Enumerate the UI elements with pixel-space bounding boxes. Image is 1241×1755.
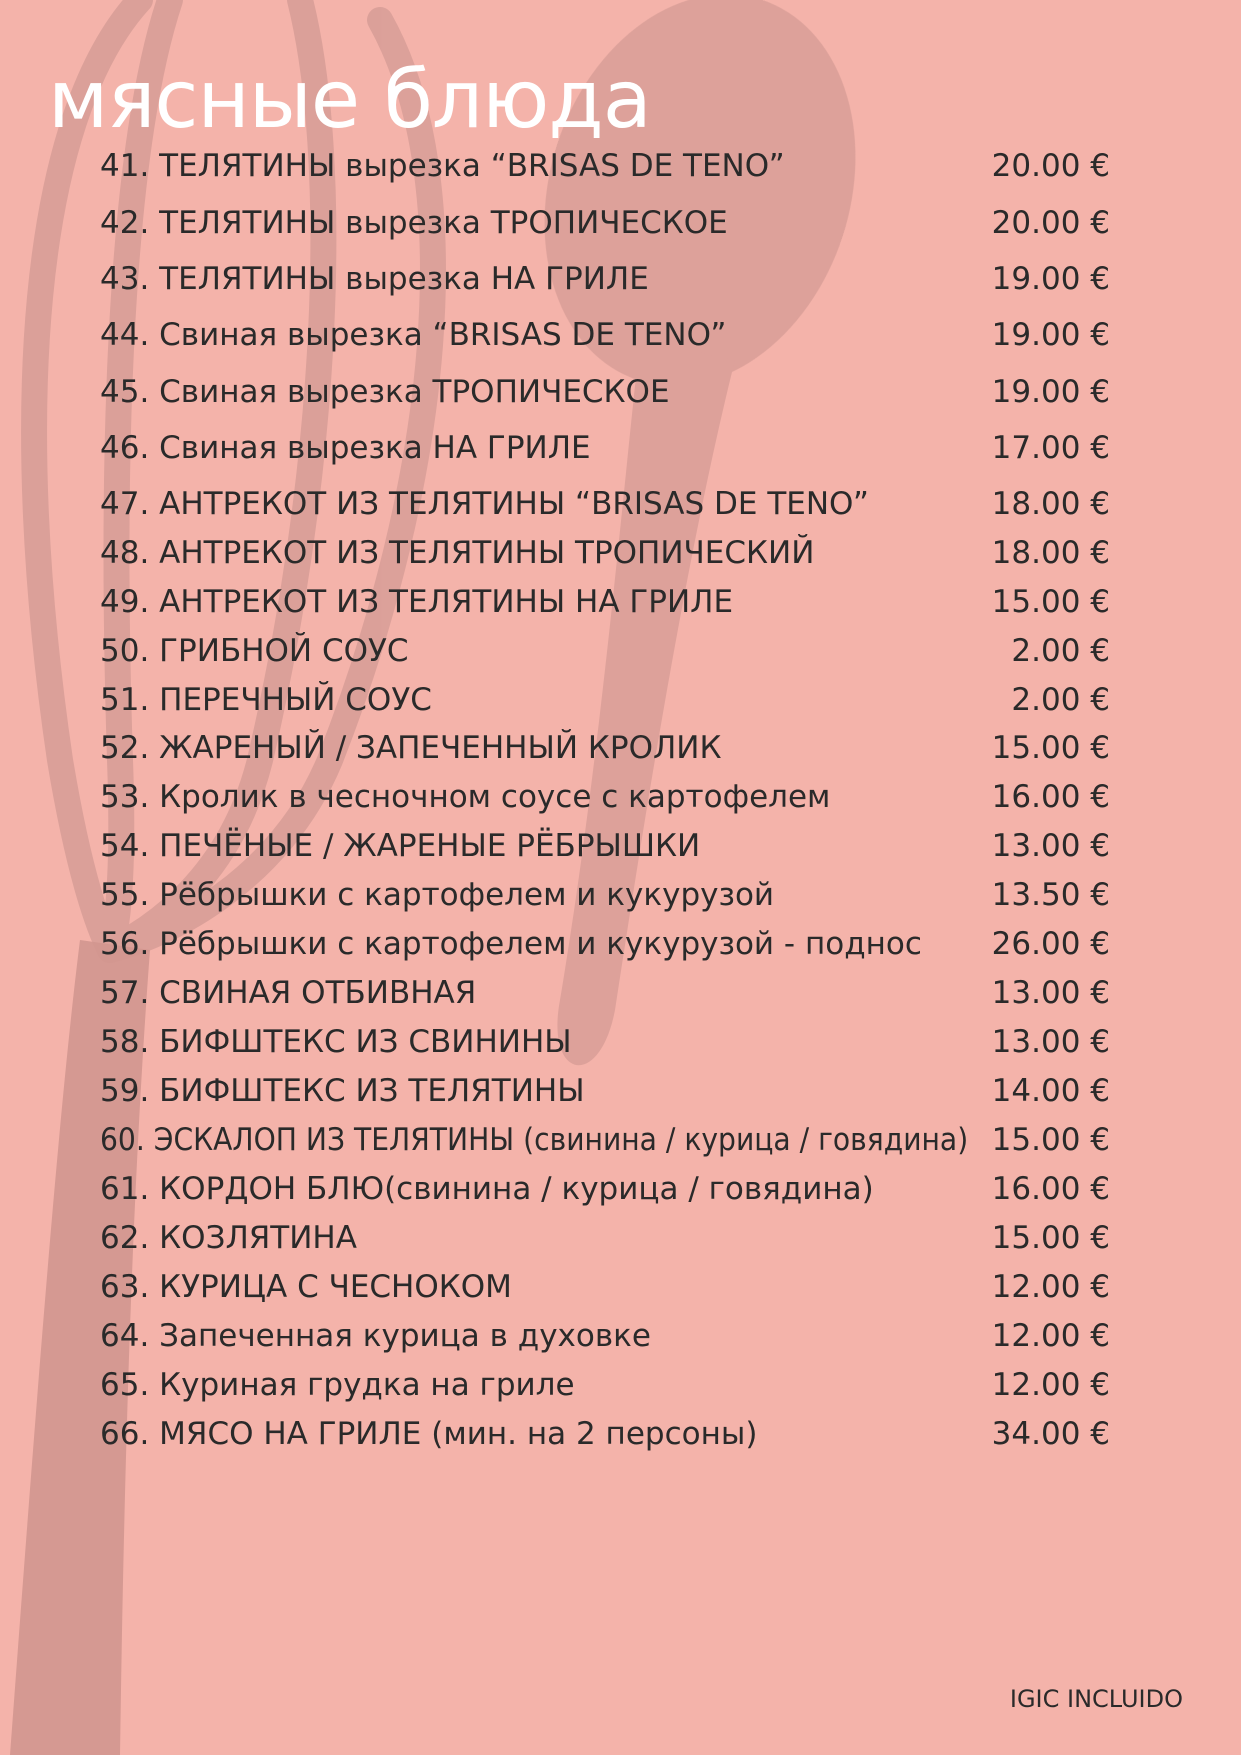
menu-item-name: 50. ГРИБНОЙ СОУС: [100, 633, 409, 669]
menu-item-name: 42. ТЕЛЯТИНЫ вырезка ТРОПИЧЕСКОЕ: [100, 205, 728, 241]
menu-item: [100, 676, 1110, 724]
menu-item-price: 12.00 €: [991, 1318, 1110, 1354]
menu-item-name: 56. Рёбрышки с картофелем и кукурузой - поднос: [100, 926, 922, 962]
menu-item-name: 57. СВИНАЯ ОТБИВНАЯ: [100, 975, 477, 1011]
menu-item: [100, 1067, 1110, 1115]
menu-item-name: 51. ПЕРЕЧНЫЙ СОУС: [100, 682, 432, 718]
page-title: мясные блюда: [48, 53, 651, 146]
menu-item-name: 45. Свиная вырезка ТРОПИЧЕСКОЕ: [100, 374, 670, 410]
menu-item-name: 52. ЖАРЕНЫЙ / ЗАПЕЧЕННЫЙ КРОЛИК: [100, 730, 722, 766]
menu-item-name: 62. КОЗЛЯТИНА: [100, 1220, 357, 1256]
menu-item-price: 16.00 €: [991, 1171, 1110, 1207]
menu-item-price: 17.00 €: [991, 430, 1110, 466]
menu-item-price: 14.00 €: [991, 1073, 1110, 1109]
menu-item: [100, 1263, 1110, 1311]
menu-item-name: 54. ПЕЧЁНЫЕ / ЖАРЕНЫЕ РЁБРЫШКИ: [100, 828, 701, 864]
menu-item-name: 66. МЯСО НА ГРИЛЕ (мин. на 2 персоны): [100, 1416, 758, 1452]
menu-item-price: 2.00 €: [1011, 633, 1110, 669]
menu-item: [100, 822, 1110, 870]
tax-note: IGIC INCLUIDO: [1009, 1685, 1183, 1713]
menu-item-name: 49. АНТРЕКОТ ИЗ ТЕЛЯТИНЫ НА ГРИЛЕ: [100, 584, 734, 620]
menu-item: [100, 1165, 1110, 1213]
menu-item: [100, 1312, 1110, 1360]
menu-item-price: 15.00 €: [991, 730, 1110, 766]
menu-item-price: 13.00 €: [991, 828, 1110, 864]
menu-item-price: 19.00 €: [991, 317, 1110, 353]
menu-item: [100, 199, 1110, 247]
menu-item-price: 19.00 €: [991, 374, 1110, 410]
menu-item: [100, 424, 1110, 472]
menu-item-name: 64. Запеченная курица в духовке: [100, 1318, 651, 1354]
menu-item: [100, 920, 1110, 968]
menu-item: [100, 1361, 1110, 1409]
menu-item-name: 65. Куриная грудка на гриле: [100, 1367, 575, 1403]
menu-item-name: 55. Рёбрышки с картофелем и кукурузой: [100, 877, 775, 913]
menu-item: [100, 1116, 1110, 1164]
menu-item: [100, 1214, 1110, 1262]
menu-item-price: 15.00 €: [991, 1122, 1110, 1158]
menu-item-name: 60. ЭСКАЛОП ИЗ ТЕЛЯТИНЫ (свинина / курица / говядина): [100, 1122, 969, 1158]
menu-item-price: 16.00 €: [991, 779, 1110, 815]
menu-item: [100, 627, 1110, 675]
menu-item: [100, 724, 1110, 772]
menu-item-price: 12.00 €: [991, 1269, 1110, 1305]
menu-item-price: 13.50 €: [991, 877, 1110, 913]
menu-item: [100, 255, 1110, 303]
menu-item-price: 15.00 €: [991, 584, 1110, 620]
menu-item-price: 20.00 €: [991, 148, 1110, 184]
menu-item: [100, 311, 1110, 359]
menu-item-name: 61. КОРДОН БЛЮ(свинина / курица / говядина): [100, 1171, 874, 1207]
menu-item-name: 58. БИФШТЕКС ИЗ СВИНИНЫ: [100, 1024, 572, 1060]
menu-item-price: 26.00 €: [991, 926, 1110, 962]
menu-item: [100, 142, 1110, 190]
menu-item-price: 12.00 €: [991, 1367, 1110, 1403]
menu-item-name: 63. КУРИЦА С ЧЕСНОКОМ: [100, 1269, 512, 1305]
menu-item-price: 18.00 €: [991, 535, 1110, 571]
menu-item: [100, 773, 1110, 821]
menu-item: [100, 368, 1110, 416]
menu-item: [100, 578, 1110, 626]
menu-item-price: 2.00 €: [1011, 682, 1110, 718]
menu-item: [100, 529, 1110, 577]
menu-item: [100, 1410, 1110, 1458]
menu-item-name: 53. Кролик в чесночном соусе с картофелем: [100, 779, 831, 815]
menu-item-name: 48. АНТРЕКОТ ИЗ ТЕЛЯТИНЫ ТРОПИЧЕСКИЙ: [100, 535, 815, 571]
menu-item-name: 46. Свиная вырезка НА ГРИЛЕ: [100, 430, 591, 466]
menu-item-name: 44. Свиная вырезка “BRISAS DE TENO”: [100, 317, 727, 353]
menu-item-price: 20.00 €: [991, 205, 1110, 241]
menu-item: [100, 1018, 1110, 1066]
menu-item: [100, 480, 1110, 528]
menu-item-name: 43. ТЕЛЯТИНЫ вырезка НА ГРИЛЕ: [100, 261, 649, 297]
menu-item-name: 47. АНТРЕКОТ ИЗ ТЕЛЯТИНЫ “BRISAS DE TENO”: [100, 486, 869, 522]
menu-item-price: 18.00 €: [991, 486, 1110, 522]
menu-item-price: 13.00 €: [991, 1024, 1110, 1060]
menu-item-price: 34.00 €: [991, 1416, 1110, 1452]
menu-item-price: 19.00 €: [991, 261, 1110, 297]
menu-item-price: 15.00 €: [991, 1220, 1110, 1256]
menu-item: [100, 969, 1110, 1017]
menu-item-name: 41. ТЕЛЯТИНЫ вырезка “BRISAS DE TENO”: [100, 148, 785, 184]
menu-item-name: 59. БИФШТЕКС ИЗ ТЕЛЯТИНЫ: [100, 1073, 585, 1109]
menu-item-price: 13.00 €: [991, 975, 1110, 1011]
menu-item: [100, 871, 1110, 919]
